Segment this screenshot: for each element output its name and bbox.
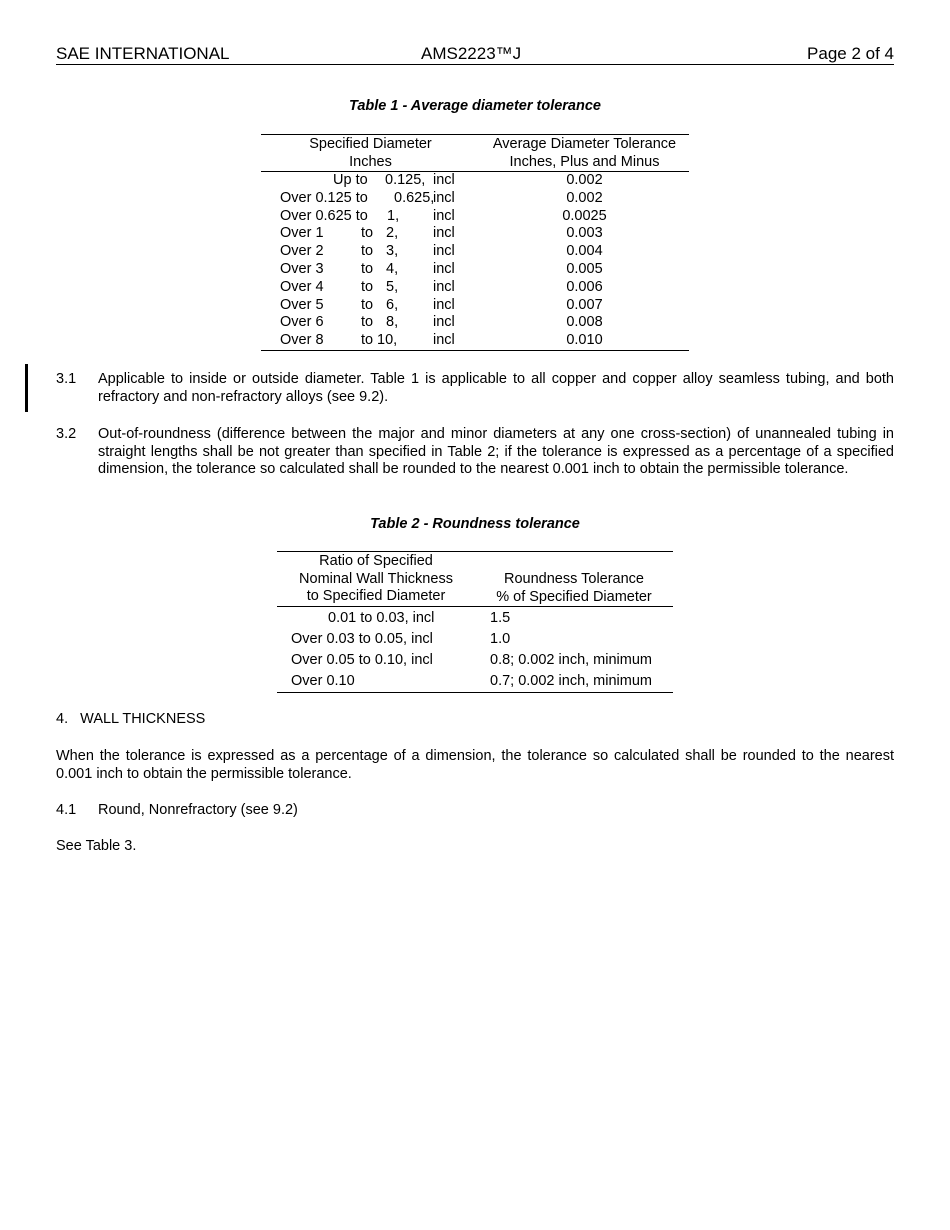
table1-header bbox=[261, 135, 689, 172]
table1-col2-header: Average Diameter Tolerance Inches, Plus and Minus bbox=[492, 136, 677, 170]
header-document-number: AMS2223™J bbox=[421, 44, 522, 63]
header-page-number: Page 2 of 4 bbox=[807, 44, 894, 63]
table-row: Over 0.05 to 0.10, incl 0.8; 0.002 inch, minimum bbox=[291, 652, 652, 668]
table-row: Over 0.03 to 0.05, incl 1.0 bbox=[291, 631, 511, 647]
table2-header bbox=[277, 552, 673, 607]
table2-col1-header: Ratio of Specified Nominal Wall Thickness to Specified Diameter bbox=[299, 553, 453, 604]
table-row: Over 8 to 10, incl 0.010 bbox=[280, 332, 603, 349]
section-3-1-text: Applicable to inside or outside diameter. Table 1 is applicable to all copper and copper alloy seamless tubing, and both refractory and non-refractory alloys (see 9.2). bbox=[98, 371, 894, 405]
table-row: Over 2 to 3, incl 0.004 bbox=[280, 243, 603, 260]
table-row: Over 0.125 to 0.625, incl 0.002 bbox=[280, 189, 603, 206]
header-organization: SAE INTERNATIONAL bbox=[56, 44, 230, 63]
table-row: Over 3 to 4, incl 0.005 bbox=[280, 260, 603, 277]
table-row: Over 6 to 8, incl 0.008 bbox=[280, 314, 603, 331]
table1-body bbox=[261, 172, 689, 351]
see-table-3-text: See Table 3. bbox=[56, 838, 137, 854]
section-4-1-heading: Round, Nonrefractory (see 9.2) bbox=[98, 802, 298, 818]
table-row: Over 5 to 6, incl 0.007 bbox=[280, 296, 603, 313]
section-3-2-text: Out-of-roundness (difference between the major and minor diameters at any one cross-section) of unannealed tubing in straight lengths shall be not greater than specified in Table 2; if the tolerance is expressed as a percentage of a specified dimension, the tolerance so calculated shall be rounded to the nearest 0.001 inch to obtain the permissible tolerance. bbox=[98, 426, 894, 477]
section-4-text: When the tolerance is expressed as a percentage of a dimension, the tolerance so calculated shall be rounded to the nearest 0.001 inch to obtain the permissible tolerance. bbox=[56, 748, 894, 782]
revision-change-bar bbox=[25, 364, 28, 412]
table1-title: Table 1 - Average diameter tolerance bbox=[349, 98, 601, 114]
table-row: Over 4 to 5, incl 0.006 bbox=[280, 278, 603, 295]
table2 bbox=[277, 551, 673, 693]
table-row: Over 1 to 2, incl 0.003 bbox=[280, 225, 603, 242]
table-row: Over 0.625 to 1, incl 0.0025 bbox=[280, 207, 607, 224]
section-3-2-number: 3.2 bbox=[56, 426, 77, 442]
table2-body bbox=[277, 607, 673, 693]
section-4-heading: 4. WALL THICKNESS bbox=[56, 711, 206, 727]
table-row: Over 0.10 0.7; 0.002 inch, minimum bbox=[291, 673, 652, 689]
table1 bbox=[261, 134, 689, 351]
page-header bbox=[56, 44, 894, 65]
section-3-1-number: 3.1 bbox=[56, 371, 77, 387]
table-row: Up to 0.125, incl 0.002 bbox=[333, 172, 603, 188]
table2-col2-header: Roundness Tolerance % of Specified Diameter bbox=[496, 571, 652, 605]
section-4-1-number: 4.1 bbox=[56, 802, 77, 818]
table-row: 0.01 to 0.03, incl 1.5 bbox=[328, 610, 511, 626]
table1-col1-header: Specified Diameter Inches bbox=[309, 136, 432, 170]
table2-title: Table 2 - Roundness tolerance bbox=[370, 516, 580, 532]
